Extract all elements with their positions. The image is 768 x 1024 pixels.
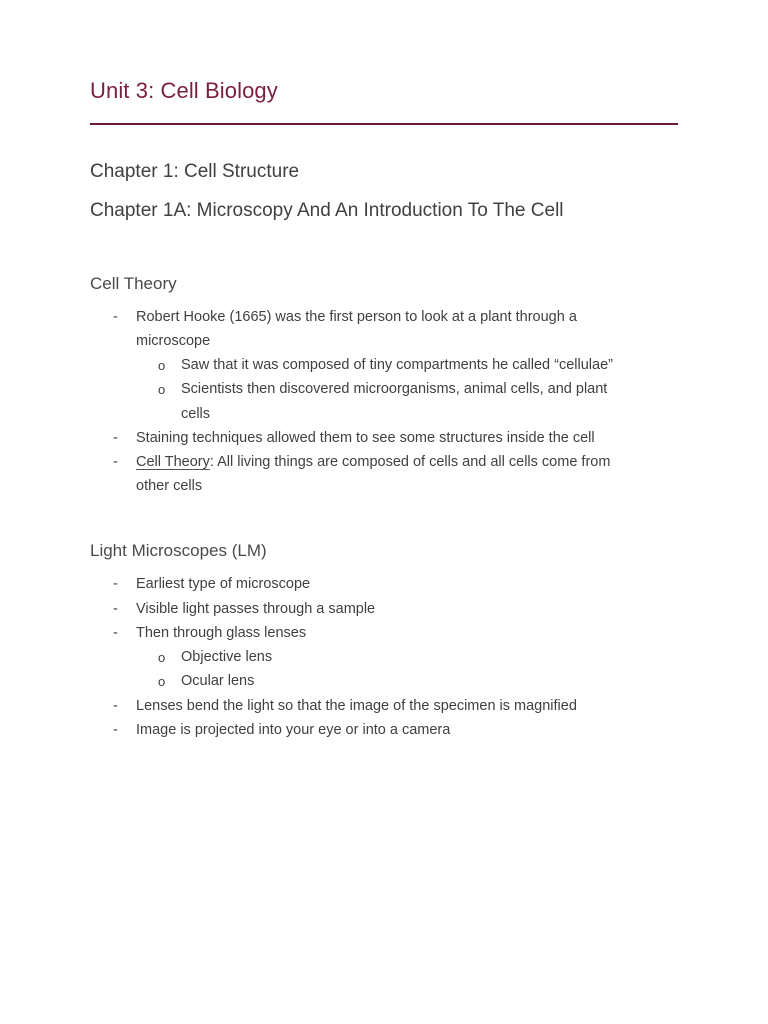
sub-list-item: Objective lens [181, 649, 273, 665]
sub-list-item: Saw that it was composed of tiny compartments he called “cellulae” [181, 357, 613, 373]
cell-theory-heading: Cell Theory [90, 274, 177, 293]
list-bullet-dash: - [113, 309, 118, 325]
list-item: Visible light passes through a sample [136, 601, 376, 617]
list-item: Lenses bend the light so that the image of the specimen is magnified [136, 698, 577, 714]
chapter-1-heading: Chapter 1: Cell Structure [90, 161, 300, 182]
list-bullet-circle: o [158, 358, 166, 373]
list-bullet-dash: - [113, 576, 118, 592]
cell-theory-term: Cell Theory [136, 454, 210, 470]
list-bullet-circle: o [158, 674, 166, 689]
list-bullet-dash: - [113, 430, 118, 446]
light-microscopes-heading: Light Microscopes (LM) [90, 541, 267, 560]
list-bullet-dash: - [113, 722, 118, 738]
list-bullet-circle: o [158, 382, 166, 397]
list-item-continuation: other cells [136, 478, 203, 494]
sub-list-item: Ocular lens [181, 673, 255, 689]
list-item: Earliest type of microscope [136, 576, 311, 592]
chapter-1a-heading: Chapter 1A: Microscopy And An Introduction To The Cell [90, 200, 564, 221]
list-item: Then through glass lenses [136, 625, 307, 641]
unit-title: Unit 3: Cell Biology [90, 78, 278, 103]
list-item-continuation: microscope [136, 333, 211, 349]
sub-list-item: Scientists then discovered microorganisms, animal cells, and plant [181, 381, 608, 397]
sub-list-item-continuation: cells [181, 406, 211, 422]
list-item: Staining techniques allowed them to see some structures inside the cell [136, 430, 595, 446]
list-bullet-dash: - [113, 698, 118, 714]
list-bullet-dash: - [113, 625, 118, 641]
list-item: Robert Hooke (1665) was the first person to look at a plant through a [136, 309, 577, 325]
list-bullet-dash: - [113, 454, 118, 470]
title-divider [90, 123, 678, 125]
list-bullet-circle: o [158, 650, 166, 665]
list-item: Image is projected into your eye or into a camera [136, 722, 451, 738]
list-bullet-dash: - [113, 601, 118, 617]
list-item [136, 454, 610, 470]
cell-theory-definition: : All living things are composed of cells and all cells come from [209, 454, 611, 470]
